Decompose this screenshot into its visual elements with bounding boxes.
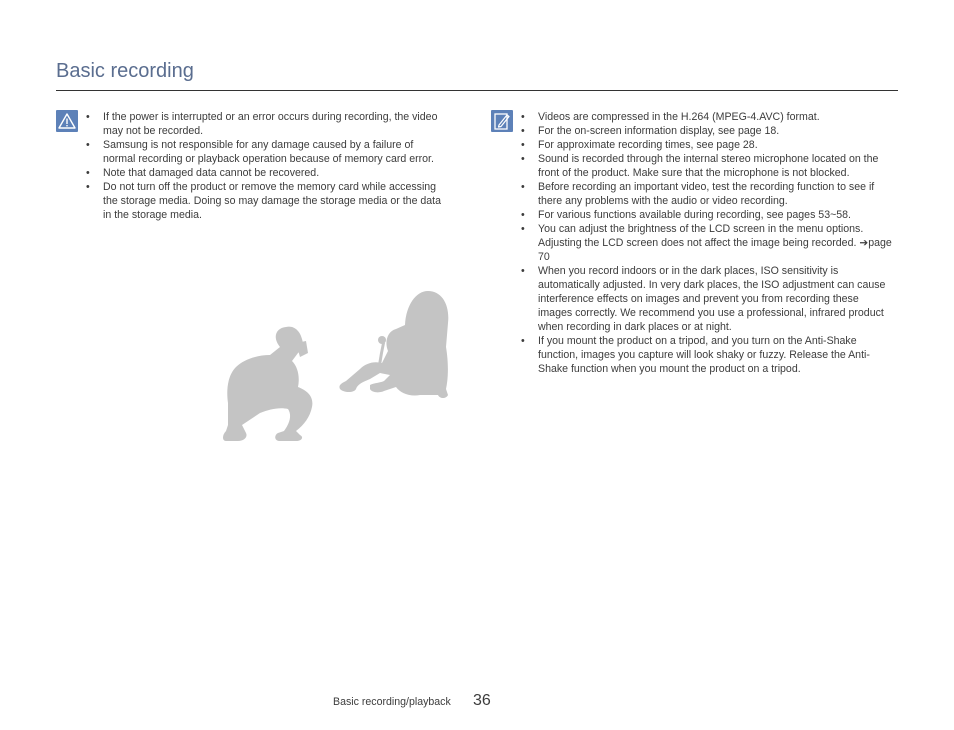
list-item: • For various functions available during recording, see pages 53~58.: [521, 208, 893, 222]
list-item: • For the on-screen information display, see page 18.: [521, 124, 893, 138]
list-item: • You can adjust the brightness of the LCD screen in the menu options. Adjusting the LCD screen does not affect the image being recorded. ➔page 70: [521, 222, 893, 264]
list-item: • Before recording an important video, test the recording function to see if there any problems with the audio or video recording.: [521, 180, 893, 208]
page-number: 36: [473, 692, 491, 709]
footer-section-label: Basic recording/playback: [333, 696, 451, 708]
list-item: • When you record indoors or in the dark places, ISO sensitivity is automatically adjusted. In very dark places, the ISO adjustment can cause interference effects on images and prevent you from recording these images correctly. We recommend you use a professional, infrared product when recording in dark places or at night.: [521, 264, 893, 334]
list-item: • Videos are compressed in the H.264 (MPEG-4.AVC) format.: [521, 110, 893, 124]
warning-icon: [56, 110, 78, 132]
title-divider: [56, 90, 898, 91]
list-item: • If you mount the product on a tripod, and you turn on the Anti-Shake function, images you capture will look shaky or fuzzy. Release the Anti-Shake function when you mount the product on a tripod.: [521, 334, 893, 376]
note-icon: [491, 110, 513, 132]
list-item: • Note that damaged data cannot be recovered.: [86, 166, 446, 180]
notes-list: [521, 110, 893, 376]
page-title: Basic recording: [56, 60, 194, 82]
warning-list: [86, 110, 446, 222]
list-item: • Sound is recorded through the internal stereo microphone located on the front of the product. Make sure that the microphone is not blocked.: [521, 152, 893, 180]
list-item: • Samsung is not responsible for any damage caused by a failure of normal recording or playback operation because of memory card error.: [86, 138, 446, 166]
list-item: • For approximate recording times, see page 28.: [521, 138, 893, 152]
list-item: • If the power is interrupted or an error occurs during recording, the video may not be recorded.: [86, 110, 446, 138]
list-item: • Do not turn off the product or remove the memory card while accessing the storage media. Doing so may damage the storage media or the data in the storage media.: [86, 180, 446, 222]
recording-illustration: [220, 285, 455, 452]
